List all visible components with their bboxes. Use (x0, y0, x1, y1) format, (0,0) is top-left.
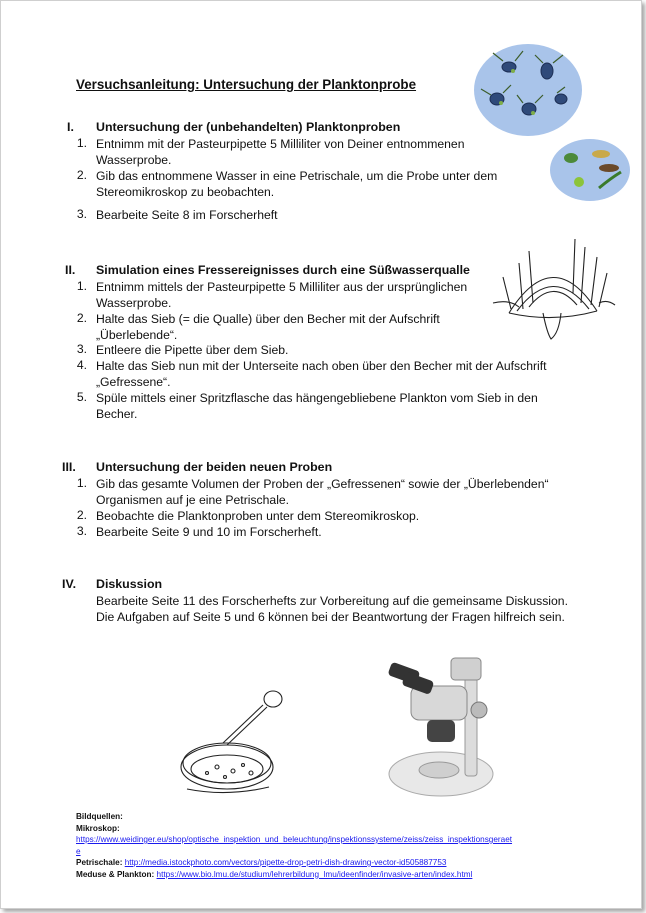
jellyfish-drawing (489, 233, 617, 343)
stereo-microscope (381, 646, 499, 802)
section-3-heading: Untersuchung der beiden neuen Proben (96, 460, 333, 474)
section-1-heading: Untersuchung der (unbehandelten) Planktonproben (96, 120, 401, 134)
petri-source: Petrischale: http://media.istockphoto.com/vectors/pipette-drop-petri-dish-drawing-vector-id505887753 (76, 858, 447, 867)
section-2-item-3: Entleere die Pipette über dem Sieb. (96, 343, 289, 357)
section-3-item-3-number: 3. (76, 524, 87, 538)
section-1-item-1: Entnimm mit der Pasteurpipette 5 Milliliter von Deiner entnommenen Wasserprobe. (96, 137, 465, 167)
section-1-item-3-number: 3. (76, 207, 87, 221)
section-3-item-2-number: 2. (76, 508, 87, 522)
section-4-heading: Diskussion (96, 577, 163, 591)
section-2-number: II. (65, 263, 76, 277)
page-title: Versuchsanleitung: Untersuchung der Planktonprobe (76, 77, 417, 92)
section-1-item-2-number: 2. (76, 168, 87, 182)
plankton-illustration-2 (549, 138, 631, 202)
section-4-paragraph: Bearbeite Seite 11 des Forscherhefts zur Vorbereitung auf die gemeinsame Diskussion. Die Aufgaben auf Seite 5 und 6 können bei der Beantwortung der Fragen hilfreich sein. (96, 594, 568, 624)
petri-source-link[interactable]: http://media.istockphoto.com/vectors/pipette-drop-petri-dish-drawing-vector-id505887753 (124, 858, 447, 867)
sources-heading: Bildquellen: (76, 812, 123, 821)
section-1-item-3: Bearbeite Seite 8 im Forscherheft (96, 208, 278, 222)
section-2-item-2-number: 2. (76, 311, 87, 325)
section-1-item-2: Gib das entnommene Wasser in eine Petrischale, um die Probe unter dem Stereomikroskop zu beobachten. (96, 169, 498, 199)
section-2-item-5-number: 5. (76, 390, 87, 404)
microscope-source-link[interactable]: https://www.weidinger.eu/shop/optische_inspektion_und_beleuchtung/inspektionssysteme/zeiss/zeiss_inspektionsgeraet (76, 835, 513, 844)
meduse-source-link[interactable]: https://www.bio.lmu.de/studium/lehrerbildung_lmu/ideenfinder/invasive-arten/index.html (156, 869, 473, 879)
meduse-source: Meduse & Plankton: https://www.bio.lmu.de/studium/lehrerbildung_lmu/ideenfinder/invasive-arten/index.html (76, 869, 473, 879)
section-2-item-4-number: 4. (76, 358, 87, 372)
section-3-item-1-number: 1. (76, 476, 87, 490)
microscope-source-link-wrap[interactable]: e (76, 846, 81, 856)
section-2-item-4: Halte das Sieb nun mit der Unterseite nach oben über den Becher mit der Aufschrift „Gefressene“. (96, 359, 547, 389)
section-1-number: I. (67, 120, 74, 134)
plankton-illustration-1 (473, 43, 583, 137)
section-2-item-2: Halte das Sieb (= die Qualle) über den Becher mit der Aufschrift „Überlebende“. (96, 312, 440, 342)
section-2-item-3-number: 3. (76, 342, 87, 356)
section-2-item-1-number: 1. (76, 279, 87, 293)
section-3-number: III. (62, 460, 76, 474)
section-3-item-1: Gib das gesamte Volumen der Proben der „Gefressenen“ sowie der „Überlebenden“ Organismen auf je eine Petrischale. (96, 477, 549, 507)
section-2-item-1: Entnimm mittels der Pasteurpipette 5 Milliliter aus der ursprünglichen Wasserprobe. (96, 280, 468, 310)
section-2-heading: Simulation eines Fressereignisses durch eine Süßwasserqualle (96, 263, 470, 277)
section-2-item-5: Spüle mittels einer Spritzflasche das hängengebliebene Plankton vom Sieb in den Becher. (96, 391, 538, 421)
section-3-item-2: Beobachte die Planktonproben unter dem Stereomikroskop. (96, 509, 420, 523)
image-sources (76, 811, 512, 880)
pipette-petri-dish-drawing (177, 689, 289, 799)
section-4-number: IV. (62, 577, 77, 591)
section-3-item-3: Bearbeite Seite 9 und 10 im Forscherheft. (96, 525, 322, 539)
microscope-source-label: Mikroskop: (76, 823, 120, 833)
section-1-item-1-number: 1. (76, 136, 87, 150)
